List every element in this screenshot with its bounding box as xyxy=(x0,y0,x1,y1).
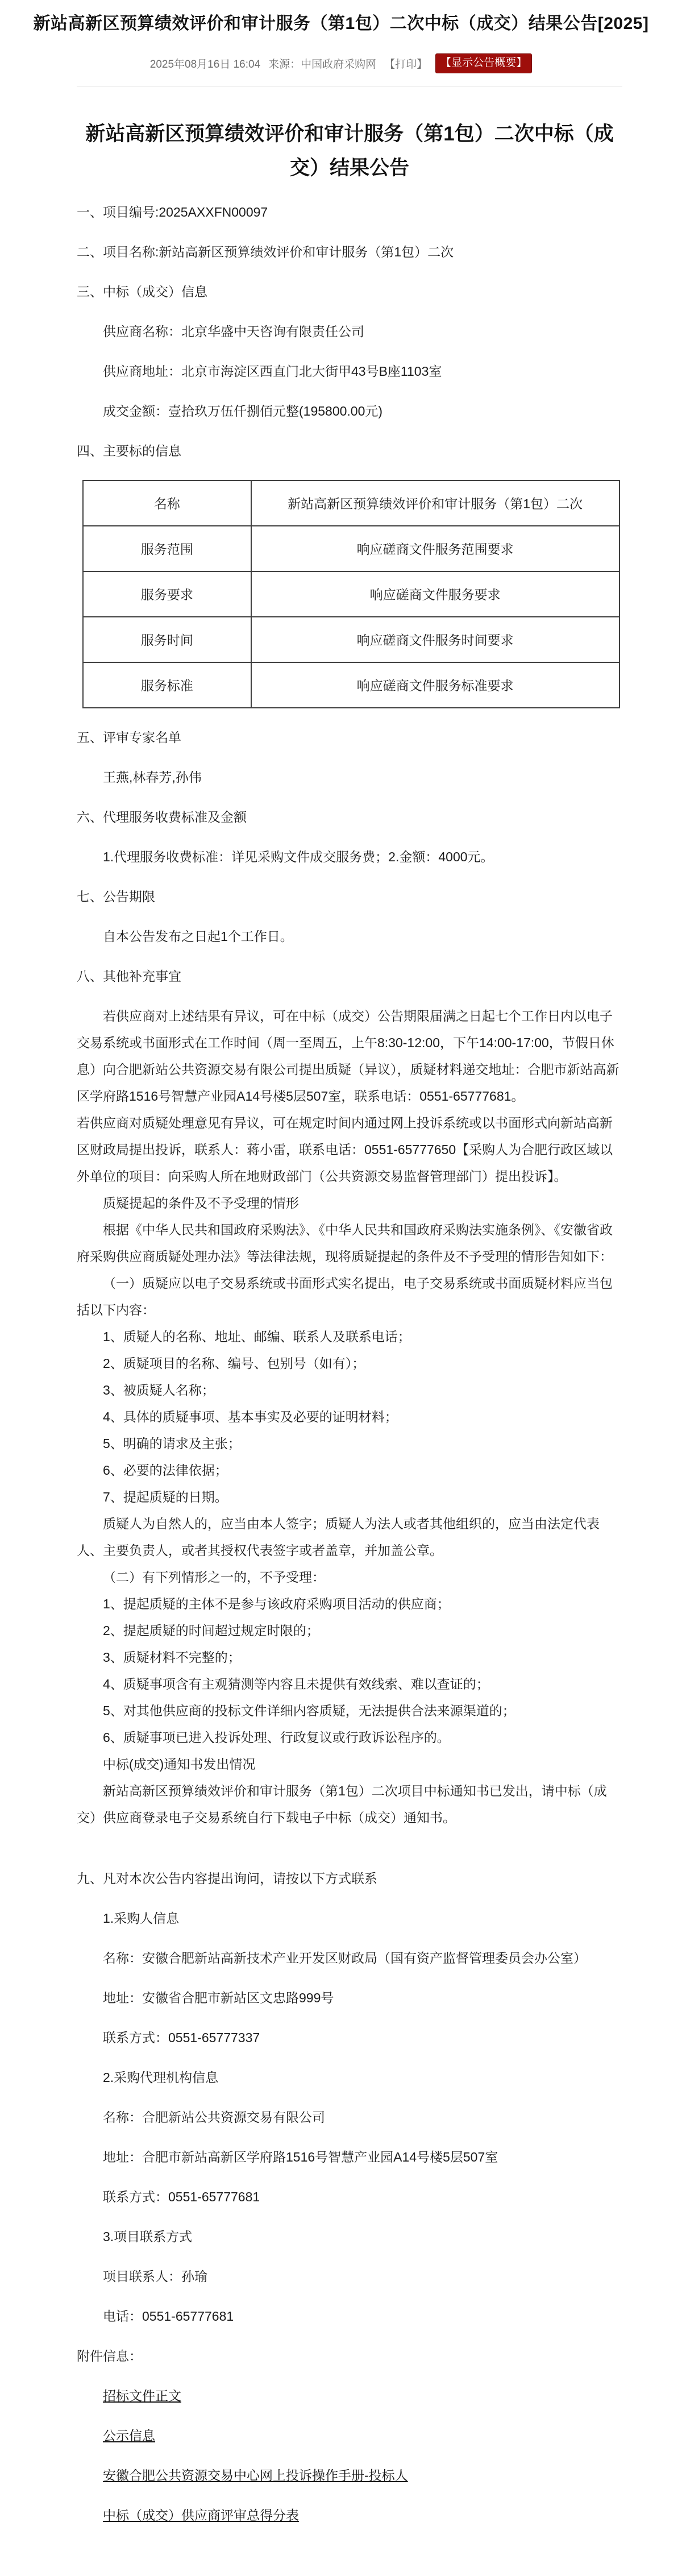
paragraph: 1、质疑人的名称、地址、邮编、联系人及联系电话； xyxy=(103,1329,411,1344)
table-label-cell: 服务标准 xyxy=(83,662,251,708)
print-button[interactable]: 【打印】 xyxy=(384,58,428,70)
paragraph: 名称：安徽合肥新站高新技术产业开发区财政局（国有资产监督管理委员会办公室） xyxy=(103,1950,587,1965)
paragraph: （一）质疑应以电子交易系统或书面形式实名提出，电子交易系统或书面质疑材料应当包括以下内容： xyxy=(77,1275,613,1317)
paragraph: 地址：安徽省合肥市新站区文忠路999号 xyxy=(103,1990,334,2005)
meta-row xyxy=(0,53,682,73)
section-heading: 八、其他补充事宜 xyxy=(77,968,181,984)
page-header xyxy=(0,0,682,86)
attachments-label: 附件信息： xyxy=(77,2348,142,2363)
attachment-links xyxy=(77,2383,622,2528)
section-heading: 一、项目编号:2025AXXFN00097 xyxy=(77,204,268,219)
paragraph: 质疑人为自然人的，应当由本人签字；质疑人为法人或者其他组织的，应当由法定代表人、主要负责人，或者其授权代表签字或者盖章，并加盖公章。 xyxy=(77,1516,600,1558)
paragraph: 3、质疑材料不完整的； xyxy=(103,1649,241,1665)
attachment-link[interactable]: 安徽合肥公共资源交易中心网上投诉操作手册-投标人 xyxy=(103,2467,408,2483)
paragraph: 名称：合肥新站公共资源交易有限公司 xyxy=(103,2109,325,2125)
attachment-link[interactable]: 公示信息 xyxy=(103,2428,155,2443)
section-heading: 二、项目名称:新站高新区预算绩效评价和审计服务（第1包）二次 xyxy=(77,244,454,259)
section-heading: 六、代理服务收费标准及金额 xyxy=(77,809,247,824)
table-label-cell: 名称 xyxy=(83,480,251,526)
paragraph: 5、对其他供应商的投标文件详细内容质疑，无法提供合法来源渠道的； xyxy=(103,1703,515,1718)
source-label: 来源：中国政府采购网 xyxy=(268,58,377,70)
paragraph: 6、必要的法律依据； xyxy=(103,1462,228,1478)
publish-datetime: 2025年08月16日 16:04 xyxy=(149,58,261,70)
paragraph: 3、被质疑人名称； xyxy=(103,1382,215,1397)
paragraph: 2、质疑项目的名称、编号、包别号（如有）； xyxy=(103,1355,365,1371)
announcement-title: 新站高新区预算绩效评价和审计服务（第1包）二次中标（成交）结果公告 xyxy=(85,122,614,179)
section-heading: 五、评审专家名单 xyxy=(77,729,181,745)
paragraph: 供应商名称：北京华盛中天咨询有限责任公司 xyxy=(103,323,364,339)
paragraph: 王燕,林春芳,孙伟 xyxy=(103,769,202,785)
paragraph: 2、提起质疑的时间超过规定时限的； xyxy=(103,1623,319,1638)
paragraph: 5、明确的请求及主张； xyxy=(103,1436,241,1451)
attachment-item xyxy=(77,2502,622,2528)
attachment-link[interactable]: 中标（成交）供应商评审总得分表 xyxy=(103,2507,299,2523)
paragraph: 若供应商对上述结果有异议，可在中标（成交）公告期限届满之日起七个工作日内以电子交易系统或书面形式在工作时间（周一至周五，上午8:30-12:00，下午14:00-17:00，节假日休息）向合肥新站公共资源交易有限公司提出质疑（异议），质疑材料递交地址：合肥市新站高新区学府路1516号智慧产业园A14号楼5层507室，联系电话：0551-65777681。 xyxy=(77,1008,619,1104)
paragraph: 7、提起质疑的日期。 xyxy=(103,1489,228,1504)
show-summary-button[interactable]: 【显示公告概要】 xyxy=(435,53,532,73)
article-blocks xyxy=(77,199,622,2329)
section-heading: 九、凡对本次公告内容提出询问，请按以下方式联系 xyxy=(77,1870,377,1886)
page-title: 新站高新区预算绩效评价和审计服务（第1包）二次中标（成交）结果公告[2025] xyxy=(33,14,649,33)
article-content xyxy=(0,117,682,2565)
paragraph: 自本公告发布之日起1个工作日。 xyxy=(103,928,293,944)
section-heading: 七、公告期限 xyxy=(77,889,155,904)
paragraph: 地址：合肥市新站高新区学府路1516号智慧产业园A14号楼5层507室 xyxy=(103,2149,498,2164)
paragraph: 中标(成交)通知书发出情况 xyxy=(103,1756,256,1772)
paragraph: 2.采购代理机构信息 xyxy=(103,2069,219,2085)
paragraph: 4、质疑事项含有主观猜测等内容且未提供有效线索、难以查证的； xyxy=(103,1676,489,1691)
paragraph: 4、具体的质疑事项、基本事实及必要的证明材料； xyxy=(103,1409,398,1424)
table-value-cell: 响应磋商文件服务范围要求 xyxy=(251,526,619,571)
table-value-cell: 新站高新区预算绩效评价和审计服务（第1包）二次 xyxy=(251,480,619,526)
table-row xyxy=(83,480,619,526)
table-row xyxy=(83,526,619,571)
paragraph: 电话：0551-65777681 xyxy=(103,2308,234,2324)
table-row xyxy=(83,662,619,708)
table-row xyxy=(83,571,619,617)
attachments-section xyxy=(77,2343,622,2528)
main-items-table xyxy=(82,480,620,708)
table-label-cell: 服务时间 xyxy=(83,617,251,662)
paragraph: 新站高新区预算绩效评价和审计服务（第1包）二次项目中标通知书已发出，请中标（成交）供应商登录电子交易系统自行下载电子中标（成交）通知书。 xyxy=(77,1783,607,1825)
paragraph: 6、质疑事项已进入投诉处理、行政复议或行政诉讼程序的。 xyxy=(103,1729,450,1745)
paragraph: 1.代理服务收费标准：详见采购文件成交服务费；2.金额：4000元。 xyxy=(103,849,494,864)
table-label-cell: 服务范围 xyxy=(83,526,251,571)
table-value-cell: 响应磋商文件服务要求 xyxy=(251,571,619,617)
paragraph: 联系方式：0551-65777337 xyxy=(103,2030,260,2045)
paragraph: 若供应商对质疑处理意见有异议，可在规定时间内通过网上投诉系统或以书面形式向新站高新区财政局提出投诉，联系人：蒋小雷，联系电话：0551-65777650【采购人为合肥行政区域以外单位的项目：向采购人所在地财政部门（公共资源交易监督管理部门）提出投诉】。 xyxy=(77,1115,613,1184)
paragraph: 联系方式：0551-65777681 xyxy=(103,2189,260,2204)
paragraph: 成交金额：壹拾玖万伍仟捌佰元整(195800.00元) xyxy=(103,403,383,418)
table-value-cell: 响应磋商文件服务标准要求 xyxy=(251,662,619,708)
table-label-cell: 服务要求 xyxy=(83,571,251,617)
paragraph: 质疑提起的条件及不予受理的情形 xyxy=(103,1195,299,1210)
table-row xyxy=(83,617,619,662)
paragraph: 1.采购人信息 xyxy=(103,1910,180,1926)
paragraph: （二）有下列情形之一的，不予受理： xyxy=(103,1569,325,1584)
attachment-link[interactable]: 招标文件正文 xyxy=(103,2388,181,2403)
paragraph: 1、提起质疑的主体不是参与该政府采购项目活动的供应商； xyxy=(103,1596,450,1611)
section-heading: 四、主要标的信息 xyxy=(77,443,181,458)
attachment-item xyxy=(77,2383,622,2409)
paragraph: 供应商地址：北京市海淀区西直门北大街甲43号B座1103室 xyxy=(103,363,442,379)
paragraph: 3.项目联系方式 xyxy=(103,2229,193,2244)
paragraph: 根据《中华人民共和国政府采购法》、《中华人民共和国政府采购法实施条例》、《安徽省政府采购供应商质疑处理办法》等法律法规，现将质疑提起的条件及不予受理的情形告知如下： xyxy=(77,1222,613,1264)
attachment-item xyxy=(77,2422,622,2449)
table-value-cell: 响应磋商文件服务时间要求 xyxy=(251,617,619,662)
attachment-item xyxy=(77,2462,622,2488)
section-heading: 三、中标（成交）信息 xyxy=(77,284,207,299)
paragraph: 项目联系人：孙瑜 xyxy=(103,2268,207,2284)
